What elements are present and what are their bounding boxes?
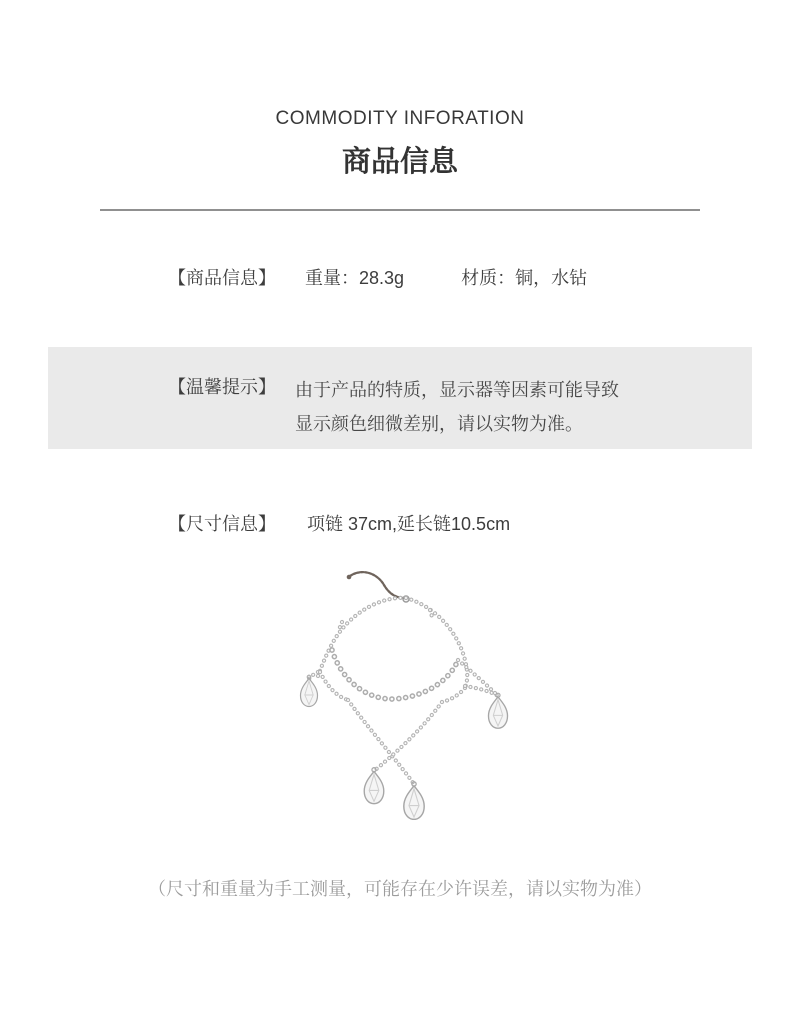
weight-value: 重量：28.3g <box>305 268 405 288</box>
size-info-row <box>168 510 510 536</box>
notice-label: 【温馨提示】 <box>168 377 276 397</box>
size-info-label: 【尺寸信息】 <box>168 514 276 534</box>
extension-chain-tip <box>347 575 352 580</box>
teardrop-left <box>301 675 318 706</box>
notice-banner <box>48 347 752 449</box>
product-info-row <box>168 264 587 290</box>
measurement-footnote: （尺寸和重量为手工测量，可能存在少许误差，请以实物为准） <box>148 879 652 899</box>
notice-line-2: 显示颜色细微差别，请以实物为准。 <box>295 414 583 434</box>
teardrop-bottom-center <box>404 782 424 820</box>
teardrop-bottom-left <box>364 768 384 804</box>
notice-line-1: 由于产品的特质，显示器等因素可能导致 <box>295 380 619 400</box>
product-info-label: 【商品信息】 <box>168 268 276 288</box>
header-divider <box>100 209 700 211</box>
extension-chain <box>350 572 405 598</box>
material-value: 材质：铜，水钻 <box>461 268 588 288</box>
teardrop-right <box>488 693 507 728</box>
page-title-en: COMMODITY INFORATION <box>275 108 525 129</box>
size-value: 项链 37cm,延长链10.5cm <box>307 514 511 534</box>
page-title-zh: 商品信息 <box>341 146 458 178</box>
product-photo-necklace <box>280 560 530 820</box>
notice-text <box>295 373 619 441</box>
